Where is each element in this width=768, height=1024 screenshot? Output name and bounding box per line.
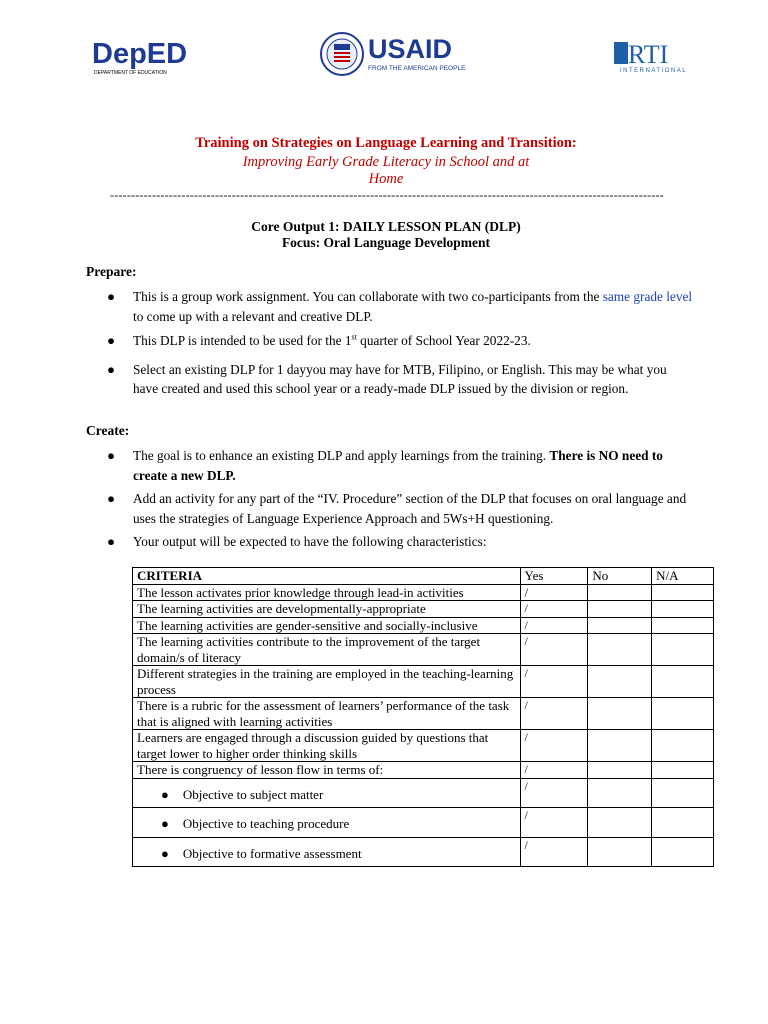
no-cell [588, 584, 652, 601]
prepare-text-1: This is a group work assignment. You can collaborate with two co-participants from the [133, 289, 603, 304]
yes-cell: / [520, 730, 588, 762]
document-subtitle-line2: Home [368, 171, 404, 187]
bullet-icon: ● [107, 289, 116, 304]
create-text-1-bold: There is NO need to create a new DLP. [133, 448, 663, 483]
criteria-cell: There is a rubric for the assessment of learners’ performance of the task that is aligned with learning activities [133, 698, 521, 730]
bullet-icon: ● [161, 786, 169, 802]
table-row [133, 584, 714, 601]
yes-cell: / [520, 617, 588, 634]
table-row [133, 634, 714, 666]
bullet-icon: ● [107, 491, 116, 506]
yes-cell: / [520, 698, 588, 730]
no-cell [588, 601, 652, 618]
core-output-heading [86, 219, 686, 251]
table-row [133, 698, 714, 730]
table-header-row [133, 568, 714, 585]
criteria-cell [133, 808, 521, 838]
deped-logo [92, 36, 188, 76]
create-text-3: Your output will be expected to have the following characteristics: [133, 534, 487, 549]
svg-text:RTI: RTI [628, 40, 669, 69]
na-header: N/A [652, 568, 714, 585]
na-cell [652, 730, 714, 762]
criteria-cell: The learning activities are gender-sensitive and socially-inclusive [133, 617, 521, 634]
list-item [104, 287, 694, 326]
bullet-icon: ● [161, 845, 169, 861]
list-item [104, 446, 694, 485]
table-row [133, 601, 714, 618]
document-title: Training on Strategies on Language Learning and Transition: [195, 135, 577, 151]
na-cell [652, 584, 714, 601]
criteria-cell: The learning activities are developmentally-appropriate [133, 601, 521, 618]
create-heading: Create: [86, 423, 130, 438]
create-text-2: Add an activity for any part of the “IV. Procedure” section of the DLP that focuses on oral language and uses the strategies of Language Experience Approach and 5Ws+H questioning. [133, 491, 687, 526]
no-cell [588, 698, 652, 730]
prepare-heading: Prepare: [86, 264, 137, 279]
list-item [104, 331, 694, 351]
yes-cell: / [520, 778, 588, 808]
yes-cell: / [520, 762, 588, 779]
no-header: No [588, 568, 652, 585]
na-cell [652, 808, 714, 838]
svg-text:DEPARTMENT OF EDUCATION: DEPARTMENT OF EDUCATION [94, 70, 167, 76]
dashed-divider: ------------------------------------------------------------------------------------------------------------------------------------ [110, 188, 664, 202]
yes-cell: / [520, 837, 588, 867]
svg-text:INTERNATIONAL: INTERNATIONAL [620, 68, 688, 74]
prepare-text-2b: quarter of School Year 2022-23. [356, 333, 531, 348]
table-row [133, 617, 714, 634]
same-grade-level-text: same grade level [602, 289, 693, 304]
no-cell [588, 634, 652, 666]
criteria-cell: Learners are engaged through a discussion guided by questions that target lower to higher order thinking skills [133, 730, 521, 762]
list-item [104, 360, 694, 399]
rti-logo [612, 38, 700, 74]
na-cell [652, 778, 714, 808]
criteria-table [132, 567, 714, 867]
title-block [86, 134, 686, 188]
no-cell [588, 778, 652, 808]
no-cell [588, 808, 652, 838]
svg-text:DepED: DepED [92, 38, 188, 70]
criteria-cell: There is congruency of lesson flow in terms of: [133, 762, 521, 779]
criteria-cell: The lesson activates prior knowledge through lead-in activities [133, 584, 521, 601]
criteria-cell [133, 837, 521, 867]
create-text-1: The goal is to enhance an existing DLP and apply learnings from the training. [133, 448, 550, 463]
no-cell [588, 730, 652, 762]
document-subtitle-line1: Improving Early Grade Literacy in School and at [242, 154, 530, 170]
no-cell [588, 762, 652, 779]
bullet-icon: ● [107, 333, 116, 348]
bullet-icon: ● [107, 534, 116, 549]
prepare-text-3: Select an existing DLP for 1 dayyou may have for MTB, Filipino, or English. This may be what you have created and used this school year or a ready-made DLP issued by the division or region. [133, 361, 667, 396]
table-row [133, 730, 714, 762]
prepare-text-1b: to come up with a relevant and creative DLP. [133, 308, 373, 324]
na-cell [652, 634, 714, 666]
na-cell [652, 762, 714, 779]
no-cell [588, 617, 652, 634]
sub-criteria-text: Objective to formative assessment [182, 845, 362, 861]
list-item [104, 532, 694, 552]
table-row [133, 762, 714, 779]
table-row [133, 837, 714, 867]
prepare-text-2: This DLP is intended to be used for the 1 [133, 333, 352, 348]
bullet-icon: ● [161, 816, 169, 831]
table-row [133, 666, 714, 698]
sub-criteria-text: Objective to teaching procedure [182, 816, 350, 831]
yes-cell: / [520, 584, 588, 601]
yes-cell: / [520, 634, 588, 666]
criteria-cell: The learning activities contribute to the improvement of the target domain/s of literacy [133, 634, 521, 666]
na-cell [652, 617, 714, 634]
yes-header: Yes [520, 568, 588, 585]
core-output-title: Core Output 1: DAILY LESSON PLAN (DLP) [251, 219, 521, 234]
criteria-cell [133, 778, 521, 808]
na-cell [652, 698, 714, 730]
ordinal-suffix: st [351, 332, 357, 342]
bullet-icon: ● [107, 448, 116, 463]
no-cell [588, 666, 652, 698]
logo-bar [0, 28, 768, 78]
svg-text:FROM THE AMERICAN PEOPLE: FROM THE AMERICAN PEOPLE [368, 65, 466, 72]
na-cell [652, 601, 714, 618]
no-cell [588, 837, 652, 867]
yes-cell: / [520, 808, 588, 838]
yes-cell: / [520, 601, 588, 618]
svg-text:USAID: USAID [368, 34, 453, 64]
table-row [133, 808, 714, 838]
yes-cell: / [520, 666, 588, 698]
create-list [104, 446, 694, 552]
na-cell [652, 837, 714, 867]
criteria-header: CRITERIA [133, 568, 521, 585]
list-item [104, 489, 694, 528]
criteria-cell: Different strategies in the training are employed in the teaching-learning process [133, 666, 521, 698]
na-cell [652, 666, 714, 698]
sub-criteria-text: Objective to subject matter [182, 786, 324, 802]
usaid-logo [320, 30, 470, 78]
focus-title: Focus: Oral Language Development [281, 235, 491, 250]
table-row [133, 778, 714, 808]
bullet-icon: ● [107, 361, 116, 377]
prepare-list [104, 287, 694, 399]
